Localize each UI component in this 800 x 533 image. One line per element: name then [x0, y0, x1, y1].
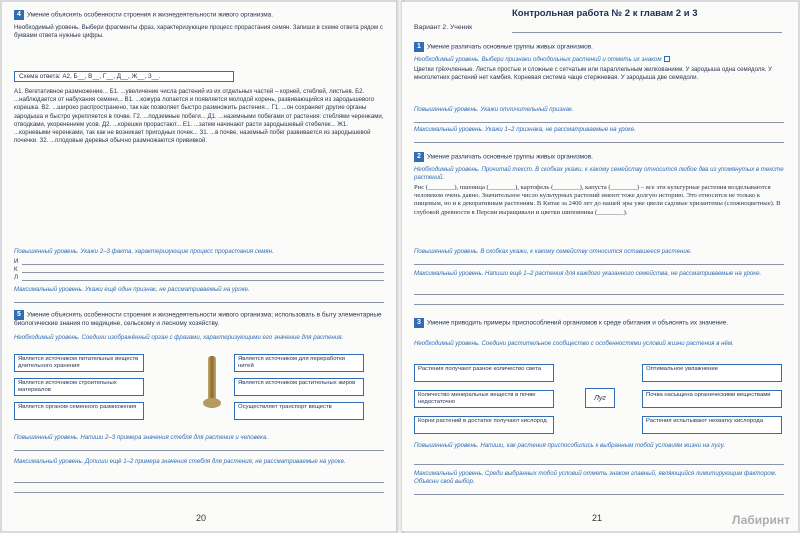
community-center-box: Луг [585, 388, 615, 408]
answer-line[interactable] [14, 492, 384, 493]
t3-box-right-1[interactable]: Оптимальное увлажнение [642, 364, 782, 382]
t2-number: 2 [414, 152, 424, 162]
stem-base-illustration [203, 398, 221, 408]
max-level-1: Максимальный уровень. Укажи ещё один признак, не рассматриваемый на уроке. [14, 286, 250, 293]
t3-box-right-2[interactable]: Почва насыщена органическими веществами [642, 390, 782, 408]
answer-line[interactable] [414, 142, 784, 143]
answer-line[interactable] [414, 494, 784, 495]
t2-heading: 2 Умение различать основные группы живых организмов. [414, 152, 786, 162]
page-number-right: 21 [592, 513, 603, 523]
t1-number: 1 [414, 42, 424, 52]
t3-heading: 3 Умение приводить примеры приспособлений организмов к среде обитания и объяснять их значение. [414, 318, 786, 328]
t3-box-left-1[interactable]: Растения получают разное количество света [414, 364, 554, 382]
t2-raised: Повышенный уровень. В скобках укажи, к какому семейству относится оставшееся растение. [414, 248, 692, 255]
page-title: Контрольная работа № 2 к главам 2 и 3 [512, 8, 698, 19]
task5-number: 5 [14, 310, 24, 320]
mark-k: К [14, 266, 18, 273]
labirint-logo: Лабиринт [731, 513, 790, 527]
task4-level: Необходимый уровень. Выбери фрагменты фраз, характеризующие процесс прорастания семян. Запиши в схеме ответа рядом с буквами ответа нужные цифры. [14, 24, 383, 40]
t1-level: Необходимый уровень. Выбери признаки однодольных растений и отметь их знаком [414, 56, 786, 64]
task4-heading: 4 Умение объяснять особенности строения и жизнедеятельности живого организма. [14, 10, 386, 20]
task4-body: А1. Вегетативное размножение... Б1. ...увеличение числа растений из их отдельных частей – корней, стеблей, листьев. Б2. ...наблюдается от набухания семени... В1. ...кожура лопается и появляется молодой корень, развивающийся из зародышевого корешка. В2. ...широко распространено, так как позволяет быстро размножить растения... Г1. ...он сохраняет другие органы зародыша и быстро укрепляется в почве. Г2. ...подземные побеги... Д1. ...наземными побегами от растения: стеблями черенками, отводками, укоренением усов. Д2. ...корешки прорастают... Е1. ...затем начинают расти зародышевый стебелек... Ж1. ...корневыми черенками, так как не возникает пригодных почек... З1. ...в почве, наземный побег развивается из зародышевой почечки. З2. ...плодовые деревья обычно размножаются прививкой. [14, 88, 384, 145]
page-left [2, 2, 398, 531]
answer-line[interactable] [414, 294, 784, 295]
answer-line[interactable] [414, 304, 784, 305]
answer-line[interactable] [14, 482, 384, 483]
match-box-right-2[interactable]: Является источником растительных жиров [234, 378, 364, 396]
t1-max: Максимальный уровень. Укажи 1–2 признака, не рассматриваемые на уроке. [414, 126, 637, 133]
match-box-left-3[interactable]: Является органом семенного размножения [14, 402, 144, 420]
t3-box-left-3[interactable]: Корни растений в достатке получают кислород [414, 416, 554, 434]
answer-scheme: Схема ответа: А2, Б__, В__, Г__, Д__, Ж__, З__. [14, 71, 234, 82]
t3-box-left-2[interactable]: Количество минеральных веществ в почве недостаточно [414, 390, 554, 408]
match-box-right-1[interactable]: Является источником для переработки нитей [234, 354, 364, 372]
t3-number: 3 [414, 318, 424, 328]
answer-line[interactable] [22, 264, 384, 265]
answer-line[interactable] [14, 450, 384, 451]
raised-level-1: Повышенный уровень. Укажи 2–3 факта, характеризующие процесс прорастания семян. [14, 248, 274, 255]
t1-options: Цветки трёхчленные. Листья простые и сложные с сетчатым или параллельным жилкованием. У зародыша одна семядоля. У многолетних растений нет камбия. Корневая система чаще стержневая. У зародыша две семядоли. [414, 66, 772, 82]
t2-level: Необходимый уровень. Прочитай текст. В скобках укажи, к какому семейству относится любое два из упомянутых в тексте растений. [414, 166, 784, 182]
t1-raised: Повышенный уровень. Укажи отличительный признак. [414, 106, 574, 113]
max-level-2: Максимальный уровень. Допиши ещё 1–2 примера значения стебля для растения, не рассматриваемые на уроке. [14, 458, 346, 465]
mark-l: Л [14, 274, 18, 281]
t3-box-right-3[interactable]: Растения испытывают нехватку кислорода [642, 416, 782, 434]
t3-level: Необходимый уровень. Соедини растительное сообщество с особенностями условий жизни растения в нём. [414, 340, 734, 347]
answer-line[interactable] [22, 272, 384, 273]
t3-max: Максимальный уровень. Среди выбранных тобой условий отметь знаком главный, являющийся лимитирующим фактором. Объясни свой выбор. [414, 470, 777, 486]
page-right [402, 2, 798, 531]
t3-raised: Повышенный уровень. Напиши, как растения приспособились к выбранным тобой условиям жизни на лугу. [414, 442, 725, 449]
answer-line[interactable] [414, 264, 784, 265]
answer-line[interactable] [14, 302, 384, 303]
t1-heading: 1 Умение различать основные группы живых организмов. [414, 42, 786, 52]
task5-heading: 5 Умение объяснять особенности строения и жизнедеятельности живого организма; использовать в быту элементарные биологические знания по медицине, сельскому и лесному хозяйству. [14, 311, 382, 327]
match-box-left-2[interactable]: Является источником строительных материалов [14, 378, 144, 396]
checkbox-icon [664, 56, 670, 62]
raised-level-2: Повышенный уровень. Напиши 2–3 примера значения стебля для растения и человека. [14, 434, 268, 441]
t2-max: Максимальный уровень. Напиши ещё 1–2 растения для каждого указанного семейства, не рассматриваемые на уроке. [414, 270, 762, 277]
answer-line[interactable] [414, 122, 784, 123]
task4-number: 4 [14, 10, 24, 20]
page-number-left: 20 [196, 513, 207, 523]
match-box-right-3[interactable]: Осуществляет транспорт веществ [234, 402, 364, 420]
answer-line[interactable] [414, 464, 784, 465]
mark-i: И [14, 258, 19, 265]
student-name-line[interactable] [512, 32, 782, 33]
t2-text: Рис (________), пшеница (________), картофель (________), капуста (________) – все эти культурные растения возделываются человеком очень давно. Значительное число культурных растений имеют тоже долгую историю. Это относится не только к пищевым, но и к декоративным растениям. В Китае за 2400 лет до нашей эры уже цвели садовые хризантемы (сложноцветные). В глубокой древности в Персии выращивали и цветки шиповника (________). [414, 184, 781, 216]
match-box-left-1[interactable]: Является источником питательных веществ длительного хранения [14, 354, 144, 372]
variant-label: Вариант 2. Ученик [414, 24, 473, 31]
task5-level: Необходимый уровень. Соедини изображённый орган с фразами, характеризующими его значение для растения. [14, 334, 344, 341]
answer-line[interactable] [22, 280, 384, 281]
